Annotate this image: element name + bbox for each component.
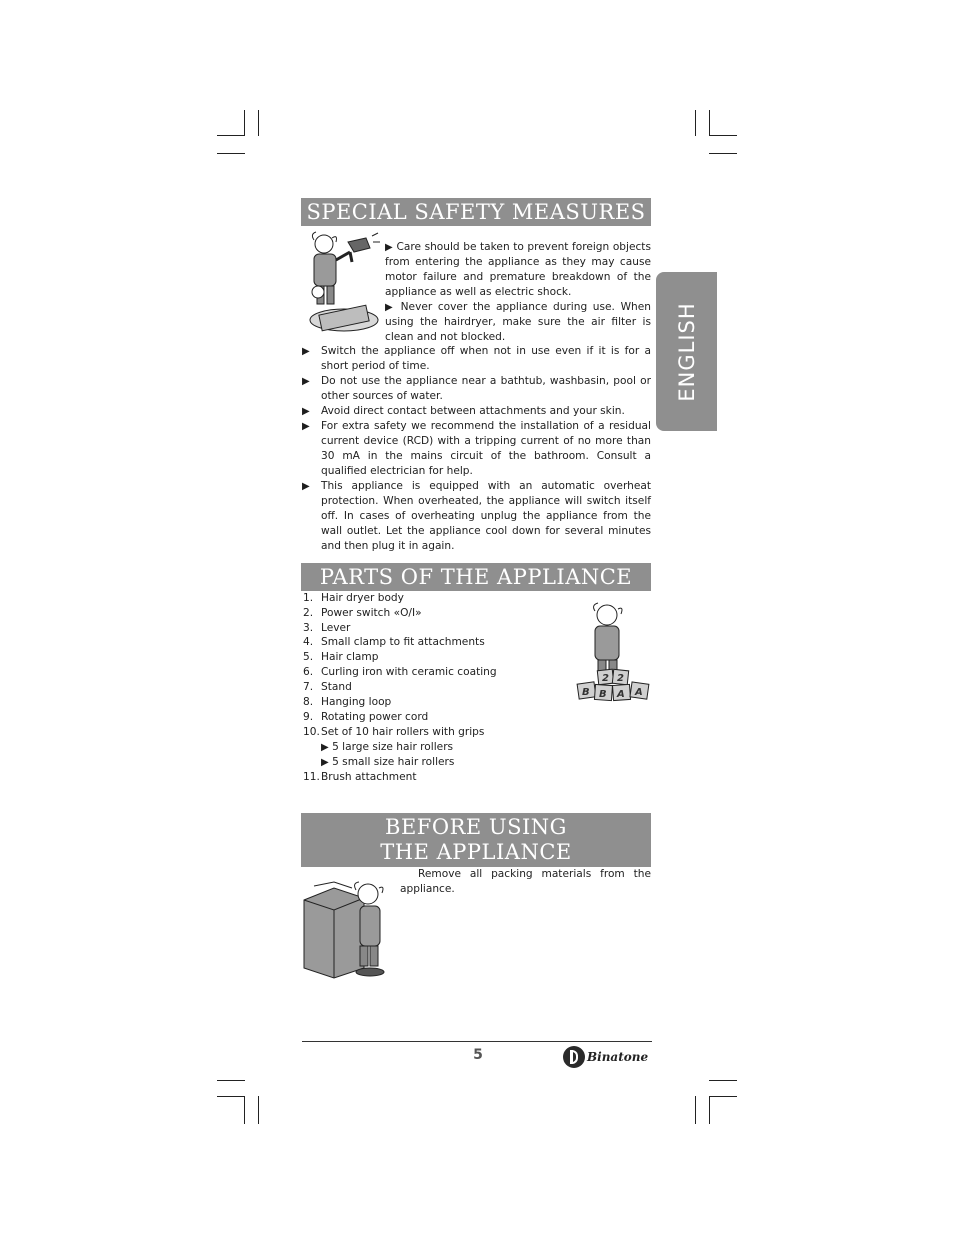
crop-mark (258, 1096, 259, 1124)
brand-logo (563, 1046, 653, 1070)
bullet-arrow-icon: ▶ (302, 346, 310, 357)
block-letter: 2 (602, 673, 609, 684)
crop-mark (217, 153, 245, 154)
crop-mark (709, 1096, 710, 1124)
parts-list-item: 9. Rotating power cord (303, 711, 429, 723)
crop-mark (244, 110, 245, 136)
crop-mark (709, 135, 737, 136)
safety-intro-item-1: ▶ Care should be taken to prevent foreign objects from entering the appliance as they may cause motor failure and premature breakdown of the appliance as well as electric shock. (385, 241, 651, 298)
crop-mark (709, 110, 710, 136)
bullet-arrow-icon: ▶ (302, 376, 310, 387)
safety-section-title: SPECIAL SAFETY MEASURES (301, 198, 651, 226)
safety-item: ▶ This appliance is equipped with an automatic overheat protection. When overheated, the appliance will switch itself off. In cases of overheating unplug the appliance from the wall outlet. Let the appliance cool down for several minutes and then plug it in again. (302, 480, 651, 552)
brand-mark-icon (563, 1046, 585, 1068)
safety-intro-item-2: ▶ Never cover the appliance during use. When using the hairdryer, make sure the air filter is clean and not blocked. (385, 301, 651, 343)
block-letter: A (635, 687, 643, 698)
parts-list-item: 2. Power switch «O/I» (303, 607, 422, 619)
parts-list-item: 7. Stand (303, 681, 352, 693)
crop-mark (217, 1096, 245, 1097)
safety-item: ▶ Switch the appliance off when not in use even if it is for a short period of time. (302, 345, 651, 372)
parts-section-title: PARTS OF THE APPLIANCE (301, 563, 651, 591)
bullet-arrow-icon: ▶ (321, 757, 329, 768)
footer-divider (302, 1041, 652, 1042)
crop-mark (244, 1096, 245, 1124)
crop-mark (709, 1096, 737, 1097)
brand-name: Binatone (587, 1050, 649, 1064)
parts-list-item: 10.Set of 10 hair rollers with grips (303, 726, 485, 738)
box-character-illustration (302, 880, 394, 980)
parts-list-item: 1. Hair dryer body (303, 592, 404, 604)
blocks-character-illustration (575, 601, 653, 705)
crop-mark (258, 110, 259, 136)
parts-sub-item: ▶ 5 small size hair rollers (321, 756, 455, 768)
crop-mark (709, 153, 737, 154)
before-section-title: BEFORE USING THE APPLIANCE (301, 813, 651, 867)
safety-item: ▶ For extra safety we recommend the installation of a residual current device (RCD) with a tripping current of no more than 30 mA in the mains circuit of the bathroom. Consult a qualified electrician for help. (302, 420, 651, 477)
language-tab (656, 272, 717, 431)
crop-mark (709, 1080, 737, 1081)
crop-mark (695, 110, 696, 136)
block-letter: B (599, 689, 607, 700)
parts-list-item: 5. Hair clamp (303, 651, 379, 663)
parts-sub-item: ▶ 5 large size hair rollers (321, 741, 454, 753)
bullet-arrow-icon: ▶ (385, 242, 393, 253)
bullet-arrow-icon: ▶ (302, 421, 310, 432)
bullet-arrow-icon: ▶ (302, 481, 310, 492)
block-letter: B (582, 687, 590, 698)
language-tab-label: ENGLISH (674, 301, 699, 402)
crop-mark (217, 1080, 245, 1081)
before-text: Remove all packing materials from the appliance. (400, 868, 651, 895)
parts-list-item: 3. Lever (303, 622, 351, 634)
safety-item: ▶ Do not use the appliance near a bathtub, washbasin, pool or other sources of water. (302, 375, 651, 402)
hairdryer-character-illustration (302, 230, 382, 338)
block-letter: A (617, 689, 625, 700)
parts-list-item: 11.Brush attachment (303, 771, 417, 783)
page-number: 5 (473, 1047, 483, 1063)
crop-mark (217, 135, 245, 136)
block-letter: 2 (617, 673, 624, 684)
bullet-arrow-icon: ▶ (321, 742, 329, 753)
bullet-arrow-icon: ▶ (385, 302, 395, 313)
parts-list-item: 6. Curling iron with ceramic coating (303, 666, 497, 678)
parts-list-item: 4. Small clamp to fit attachments (303, 636, 485, 648)
parts-list-item: 8. Hanging loop (303, 696, 392, 708)
safety-item: ▶ Avoid direct contact between attachments and your skin. (302, 405, 625, 417)
bullet-arrow-icon: ▶ (302, 406, 310, 417)
crop-mark (695, 1096, 696, 1124)
